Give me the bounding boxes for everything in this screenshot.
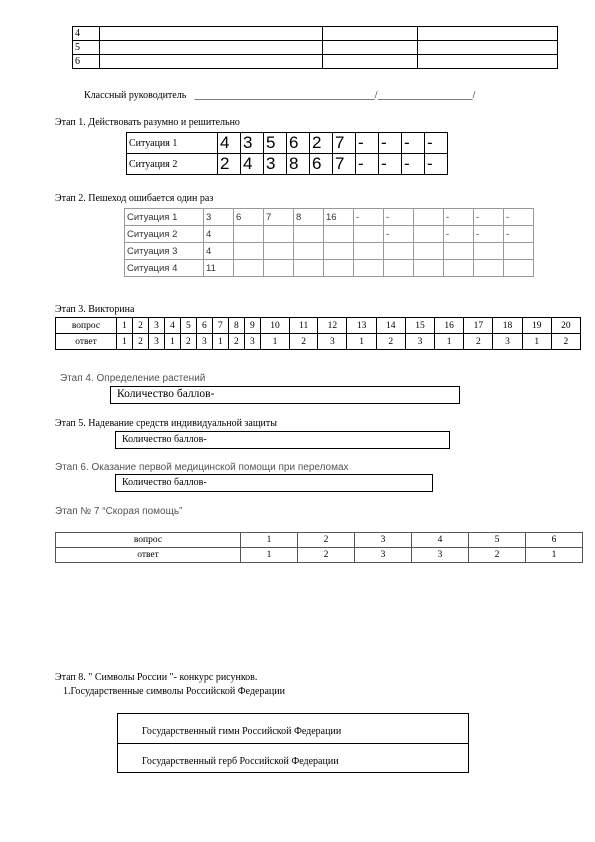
answer-cell: 4: [204, 226, 234, 243]
answer-cell: [264, 243, 294, 260]
table-row: [56, 334, 581, 350]
answer-cell: 1: [526, 548, 583, 563]
situation-label: Ситуация 4: [125, 260, 204, 277]
answer-cell: 2: [218, 154, 241, 175]
answer-cell: 1: [212, 334, 228, 350]
answer-cell: 3: [241, 133, 264, 154]
top-table: [72, 26, 558, 69]
stage1-title: Этап 1. Действовать разумно и решительно: [55, 117, 240, 128]
answer-cell: 1: [260, 334, 289, 350]
answer-cell: 2: [228, 334, 244, 350]
situation-label: Ситуация 1: [125, 209, 204, 226]
question-number: 17: [464, 318, 493, 334]
stage5-score-box: [115, 431, 450, 449]
row-number: 4: [73, 27, 100, 41]
stage6-score-box: [115, 474, 433, 492]
table-row: [56, 548, 583, 563]
answer-cell: 8: [294, 209, 324, 226]
answer-cell: [414, 226, 444, 243]
answer-cell: [414, 260, 444, 277]
answer-cell: 2: [464, 334, 493, 350]
answer-cell: [294, 260, 324, 277]
question-number: 20: [551, 318, 580, 334]
answer-cell: [354, 260, 384, 277]
answer-cell: [324, 243, 354, 260]
table-row: [125, 226, 534, 243]
answer-cell: -: [384, 209, 414, 226]
answer-cell: 6: [310, 154, 333, 175]
answer-cell: 3: [148, 334, 164, 350]
answer-cell: [474, 243, 504, 260]
answer-cell: -: [402, 133, 425, 154]
answer-cell: -: [474, 226, 504, 243]
symbols-box: [117, 713, 469, 773]
table-row: [127, 154, 448, 175]
answer-cell: [444, 243, 474, 260]
table-row: [127, 133, 448, 154]
question-number: 5: [180, 318, 196, 334]
row-number: 5: [73, 41, 100, 55]
answer-cell: [324, 260, 354, 277]
answer-cell: [234, 260, 264, 277]
answer-cell: -: [444, 226, 474, 243]
question-number: 9: [244, 318, 260, 334]
question-label: вопрос: [56, 533, 241, 548]
question-number: 2: [132, 318, 148, 334]
list-item: Государственный гимн Российской Федерации: [118, 714, 468, 744]
answer-cell: [414, 209, 444, 226]
answer-cell: 3: [412, 548, 469, 563]
answer-cell: [324, 226, 354, 243]
answer-cell: 11: [204, 260, 234, 277]
answer-cell: -: [425, 154, 448, 175]
answer-cell: -: [402, 154, 425, 175]
stage8-title: Этап 8. " Символы России "- конкурс рисунков.: [55, 672, 258, 683]
answer-label: ответ: [56, 334, 117, 350]
question-number: 13: [347, 318, 376, 334]
stage3-table: [55, 317, 581, 350]
answer-cell: 2: [290, 334, 318, 350]
question-number: 3: [355, 533, 412, 548]
answer-cell: -: [379, 154, 402, 175]
answer-cell: 8: [287, 154, 310, 175]
stage7-title: Этап № 7 “Скорая помощь”: [55, 506, 183, 517]
answer-cell: 7: [264, 209, 294, 226]
answer-cell: [384, 243, 414, 260]
question-number: 16: [435, 318, 464, 334]
stage8-subtitle: 1.Государственные символы Российской Федерации: [63, 686, 285, 697]
answer-cell: 2: [298, 548, 355, 563]
answer-cell: [444, 260, 474, 277]
score-label: Количество баллов-: [122, 477, 207, 488]
situation-label: Ситуация 1: [127, 133, 218, 154]
stage5-title: Этап 5. Надевание средств индивидуальной защиты: [55, 418, 277, 429]
score-label: Количество баллов-: [122, 434, 207, 445]
answer-cell: [234, 243, 264, 260]
teacher-label: Классный руководитель: [84, 90, 187, 101]
question-number: 10: [260, 318, 289, 334]
answer-cell: -: [379, 133, 402, 154]
answer-cell: 3: [204, 209, 234, 226]
answer-cell: 4: [204, 243, 234, 260]
table-row: [125, 243, 534, 260]
question-number: 5: [469, 533, 526, 548]
answer-cell: -: [474, 209, 504, 226]
score-label: Количество баллов-: [117, 388, 215, 400]
stage4-score-box: [110, 386, 460, 404]
question-number: 6: [526, 533, 583, 548]
answer-cell: 2: [310, 133, 333, 154]
answer-cell: 3: [196, 334, 212, 350]
signature-line: ____________________________________/: [194, 90, 378, 101]
answer-cell: 1: [241, 548, 298, 563]
answer-cell: 3: [355, 548, 412, 563]
answer-cell: [414, 243, 444, 260]
answer-cell: -: [444, 209, 474, 226]
answer-cell: 3: [244, 334, 260, 350]
answer-cell: 3: [493, 334, 522, 350]
stage6-title: Этап 6. Оказание первой медицинской помощи при переломах: [55, 462, 349, 473]
answer-cell: [294, 226, 324, 243]
situation-label: Ситуация 2: [125, 226, 204, 243]
answer-cell: [354, 243, 384, 260]
answer-cell: 1: [347, 334, 376, 350]
answer-cell: [234, 226, 264, 243]
answer-cell: 1: [117, 334, 133, 350]
table-row: [73, 55, 558, 69]
list-item: Государственный герб Российской Федерации: [142, 756, 339, 767]
answer-cell: 3: [264, 154, 287, 175]
answer-label: ответ: [56, 548, 241, 563]
answer-cell: [504, 243, 534, 260]
answer-cell: 6: [234, 209, 264, 226]
answer-cell: -: [504, 209, 534, 226]
stage7-table: [55, 532, 583, 563]
answer-cell: -: [425, 133, 448, 154]
answer-cell: 1: [522, 334, 551, 350]
situation-label: Ситуация 2: [127, 154, 218, 175]
answer-cell: -: [384, 226, 414, 243]
table-row: [73, 41, 558, 55]
answer-cell: -: [354, 209, 384, 226]
answer-cell: 1: [435, 334, 464, 350]
question-number: 6: [196, 318, 212, 334]
answer-cell: 16: [324, 209, 354, 226]
question-number: 4: [164, 318, 180, 334]
answer-cell: [474, 260, 504, 277]
answer-cell: -: [504, 226, 534, 243]
answer-cell: 5: [264, 133, 287, 154]
question-number: 15: [405, 318, 434, 334]
question-number: 4: [412, 533, 469, 548]
teacher-line: [84, 90, 475, 101]
answer-cell: -: [356, 133, 379, 154]
question-number: 18: [493, 318, 522, 334]
answer-cell: 4: [241, 154, 264, 175]
answer-cell: 7: [333, 133, 356, 154]
answer-cell: 6: [287, 133, 310, 154]
table-row: [56, 318, 581, 334]
answer-cell: 4: [218, 133, 241, 154]
answer-cell: 3: [318, 334, 347, 350]
table-row: [56, 533, 583, 548]
answer-cell: 2: [551, 334, 580, 350]
question-number: 7: [212, 318, 228, 334]
answer-cell: 2: [180, 334, 196, 350]
question-number: 1: [117, 318, 133, 334]
situation-label: Ситуация 3: [125, 243, 204, 260]
stage3-title: Этап 3. Викторина: [55, 304, 135, 315]
answer-cell: [384, 260, 414, 277]
answer-cell: 7: [333, 154, 356, 175]
answer-cell: [264, 260, 294, 277]
answer-cell: [294, 243, 324, 260]
stage2-title: Этап 2. Пешеход ошибается один раз: [55, 193, 214, 204]
answer-cell: 1: [164, 334, 180, 350]
question-label: вопрос: [56, 318, 117, 334]
stage4-title: Этап 4. Определение растений: [60, 373, 206, 384]
answer-cell: 2: [132, 334, 148, 350]
question-number: 11: [290, 318, 318, 334]
answer-cell: -: [356, 154, 379, 175]
answer-cell: 2: [376, 334, 405, 350]
question-number: 14: [376, 318, 405, 334]
stage2-table: [124, 208, 534, 277]
answer-cell: [264, 226, 294, 243]
question-number: 19: [522, 318, 551, 334]
question-number: 12: [318, 318, 347, 334]
question-number: 1: [241, 533, 298, 548]
stage1-table: [126, 132, 448, 175]
answer-cell: [354, 226, 384, 243]
question-number: 8: [228, 318, 244, 334]
table-row: [125, 260, 534, 277]
answer-cell: [504, 260, 534, 277]
row-number: 6: [73, 55, 100, 69]
question-number: 3: [148, 318, 164, 334]
answer-cell: 3: [405, 334, 434, 350]
table-row: [73, 27, 558, 41]
answer-cell: 2: [469, 548, 526, 563]
name-line: ___________________/: [377, 90, 476, 101]
question-number: 2: [298, 533, 355, 548]
table-row: [125, 209, 534, 226]
